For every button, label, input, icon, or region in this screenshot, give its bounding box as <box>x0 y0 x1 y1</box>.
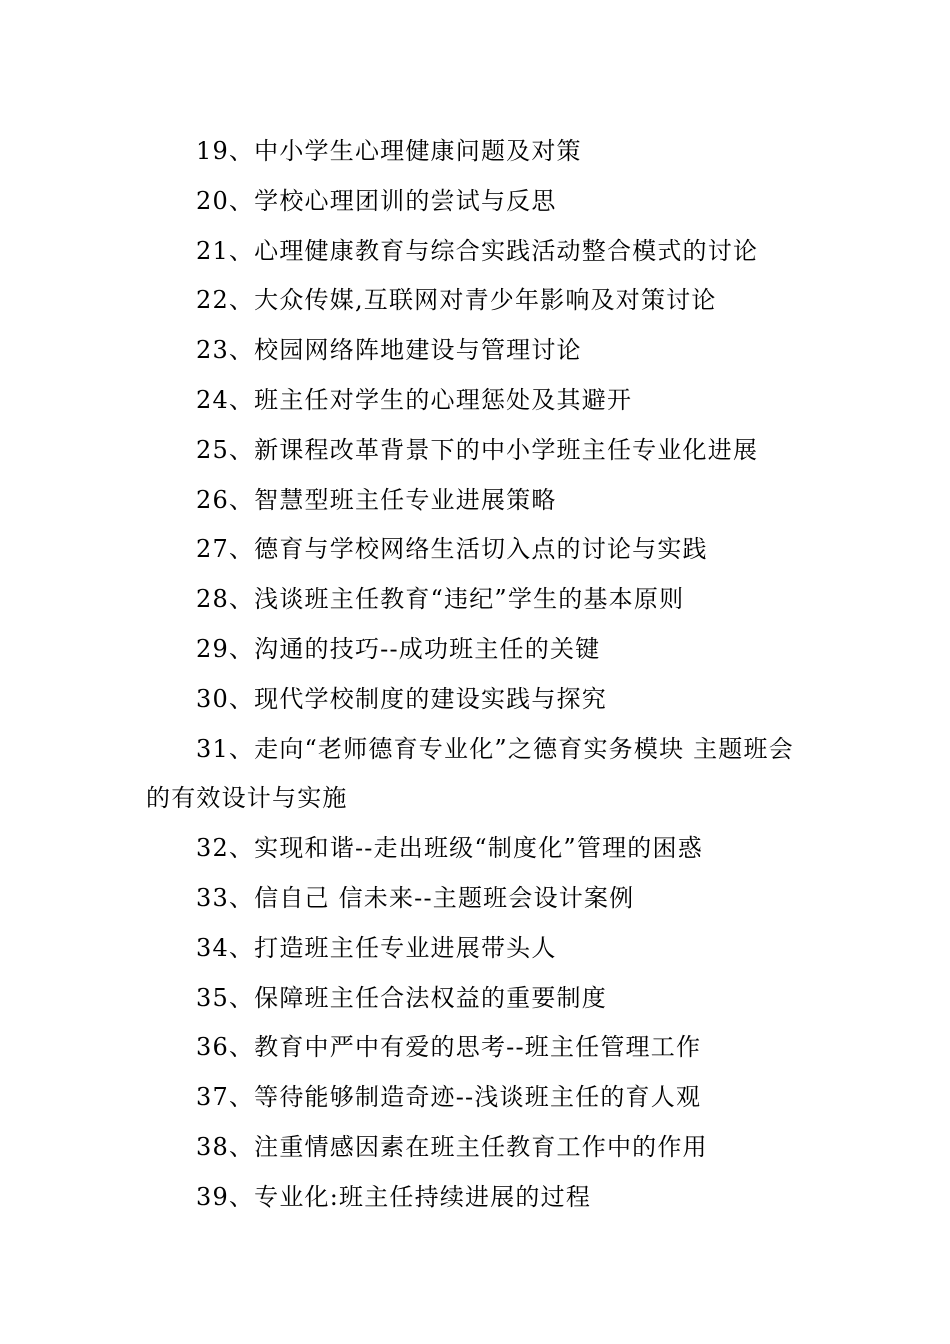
list-item: 30、现代学校制度的建设实践与探究 <box>196 684 607 713</box>
list-item: 24、班主任对学生的心理惩处及其避开 <box>196 385 633 414</box>
list-item: 35、保障班主任合法权益的重要制度 <box>196 983 607 1012</box>
list-item: 33、信自己 信未来--主题班会设计案例 <box>196 883 635 912</box>
list-item: 37、等待能够制造奇迹--浅谈班主任的育人观 <box>196 1083 702 1112</box>
list-item: 22、大众传媒,互联网对青少年影响及对策讨论 <box>196 286 717 315</box>
list-item: 19、中小学生心理健康问题及对策 <box>196 137 582 165</box>
topic-list <box>146 127 806 1223</box>
list-item: 20、学校心理团训的尝试与反思 <box>196 186 557 215</box>
list-item: 26、智慧型班主任专业进展策略 <box>196 485 557 514</box>
list-item: 23、校园网络阵地建设与管理讨论 <box>196 336 582 365</box>
list-item: 25、新课程改革背景下的中小学班主任专业化进展 <box>196 435 759 464</box>
list-item: 34、打造班主任专业进展带头人 <box>196 933 557 962</box>
list-item: 38、注重情感因素在班主任教育工作中的作用 <box>196 1132 708 1161</box>
list-item: 21、心理健康教育与综合实践活动整合模式的讨论 <box>196 236 759 265</box>
list-item: 27、德育与学校网络生活切入点的讨论与实践 <box>196 535 708 564</box>
list-item: 36、教育中严中有爱的思考--班主任管理工作 <box>196 1033 702 1062</box>
list-item: 39、专业化:班主任持续进展的过程 <box>196 1182 592 1211</box>
list-item: 29、沟通的技巧--成功班主任的关键 <box>196 634 601 663</box>
list-item: 31、走向“老师德育专业化”之德育实务模块 主题班会的有效设计与实施 <box>146 734 794 813</box>
list-item: 32、实现和谐--走出班级“制度化”管理的困惑 <box>196 834 703 863</box>
list-item: 28、浅谈班主任教育“违纪”学生的基本原则 <box>196 585 685 614</box>
